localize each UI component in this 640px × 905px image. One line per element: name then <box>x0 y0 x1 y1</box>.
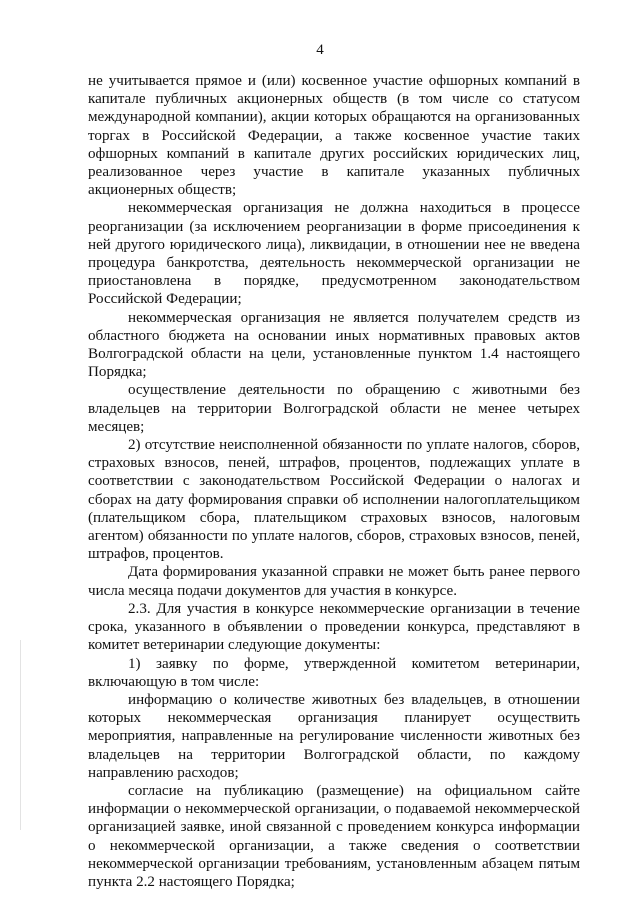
document-body <box>88 72 580 891</box>
paragraph: 2) отсутствие неисполненной обязанности по уплате налогов, сборов, страховых взносов, пеней, штрафов, процентов, подлежащих уплате в соответствии с законодательством Российской Федерации о налогах и сборах на дату формирования справки об исполнении налогоплательщиком (плательщиком сбора, плательщиком страховых взносов, налоговым агентом) обязанности по уплате налогов, сборов, страховых взносов, пеней, штрафов, процентов. <box>88 437 580 563</box>
page-number: 4 <box>316 42 324 58</box>
scan-artifact-line <box>20 640 21 830</box>
paragraph: некоммерческая организация не должна находиться в процессе реорганизации (за исключением реорганизации в форме присоединения к ней другого юридического лица), ликвидации, в отношении нее не введена процедура банкротства, деятельность некоммерческой организации не приостановлена в порядке, предусмотренном законодательством Российской Федерации; <box>88 200 580 308</box>
paragraph: осуществление деятельности по обращению с животными без владельцев на территории Волгоградской области не менее четырех месяцев; <box>88 382 580 435</box>
paragraph: некоммерческая организация не является получателем средств из областного бюджета на основании иных нормативных правовых актов Волгоградской области на цели, установленные пунктом 1.4 настоящего Порядка; <box>88 309 580 381</box>
paragraph: 2.3. Для участия в конкурсе некоммерческие организации в течение срока, указанного в объявлении о проведении конкурса, представляют в комитет ветеринарии следующие документы: <box>88 600 580 654</box>
paragraph: не учитывается прямое и (или) косвенное участие офшорных компаний в капитале публичных акционерных обществ (в том числе со статусом международной компании), акции которых обращаются на организованных торгах в Российской Федерации, а также косвенное участие таких офшорных компаний в капитале других российских юридических лиц, реализованное через участие в капитале указанных публичных акционерных обществ; <box>88 73 580 199</box>
paragraph: информацию о количестве животных без владельцев, в отношении которых некоммерческая организация планирует осуществить мероприятия, направленные на регулирование численности животных без владельцев на территории Волгоградской области, по каждому направлению расходов; <box>88 691 580 781</box>
paragraph: согласие на публикацию (размещение) на официальном сайте информации о некоммерческой организации, о подаваемой некоммерческой организацией заявке, иной связанной с проведением конкурса информации о некоммерческой организации, а также сведения о соответствии некоммерческой организации требованиям, установленным абзацем пятым пункта 2.2 настоящего Порядка; <box>88 782 580 890</box>
paragraph: Дата формирования указанной справки не может быть ранее первого числа месяца подачи документов для участия в конкурсе. <box>88 564 580 599</box>
paragraph: 1) заявку по форме, утвержденной комитетом ветеринарии, включающую в том числе: <box>88 655 580 690</box>
